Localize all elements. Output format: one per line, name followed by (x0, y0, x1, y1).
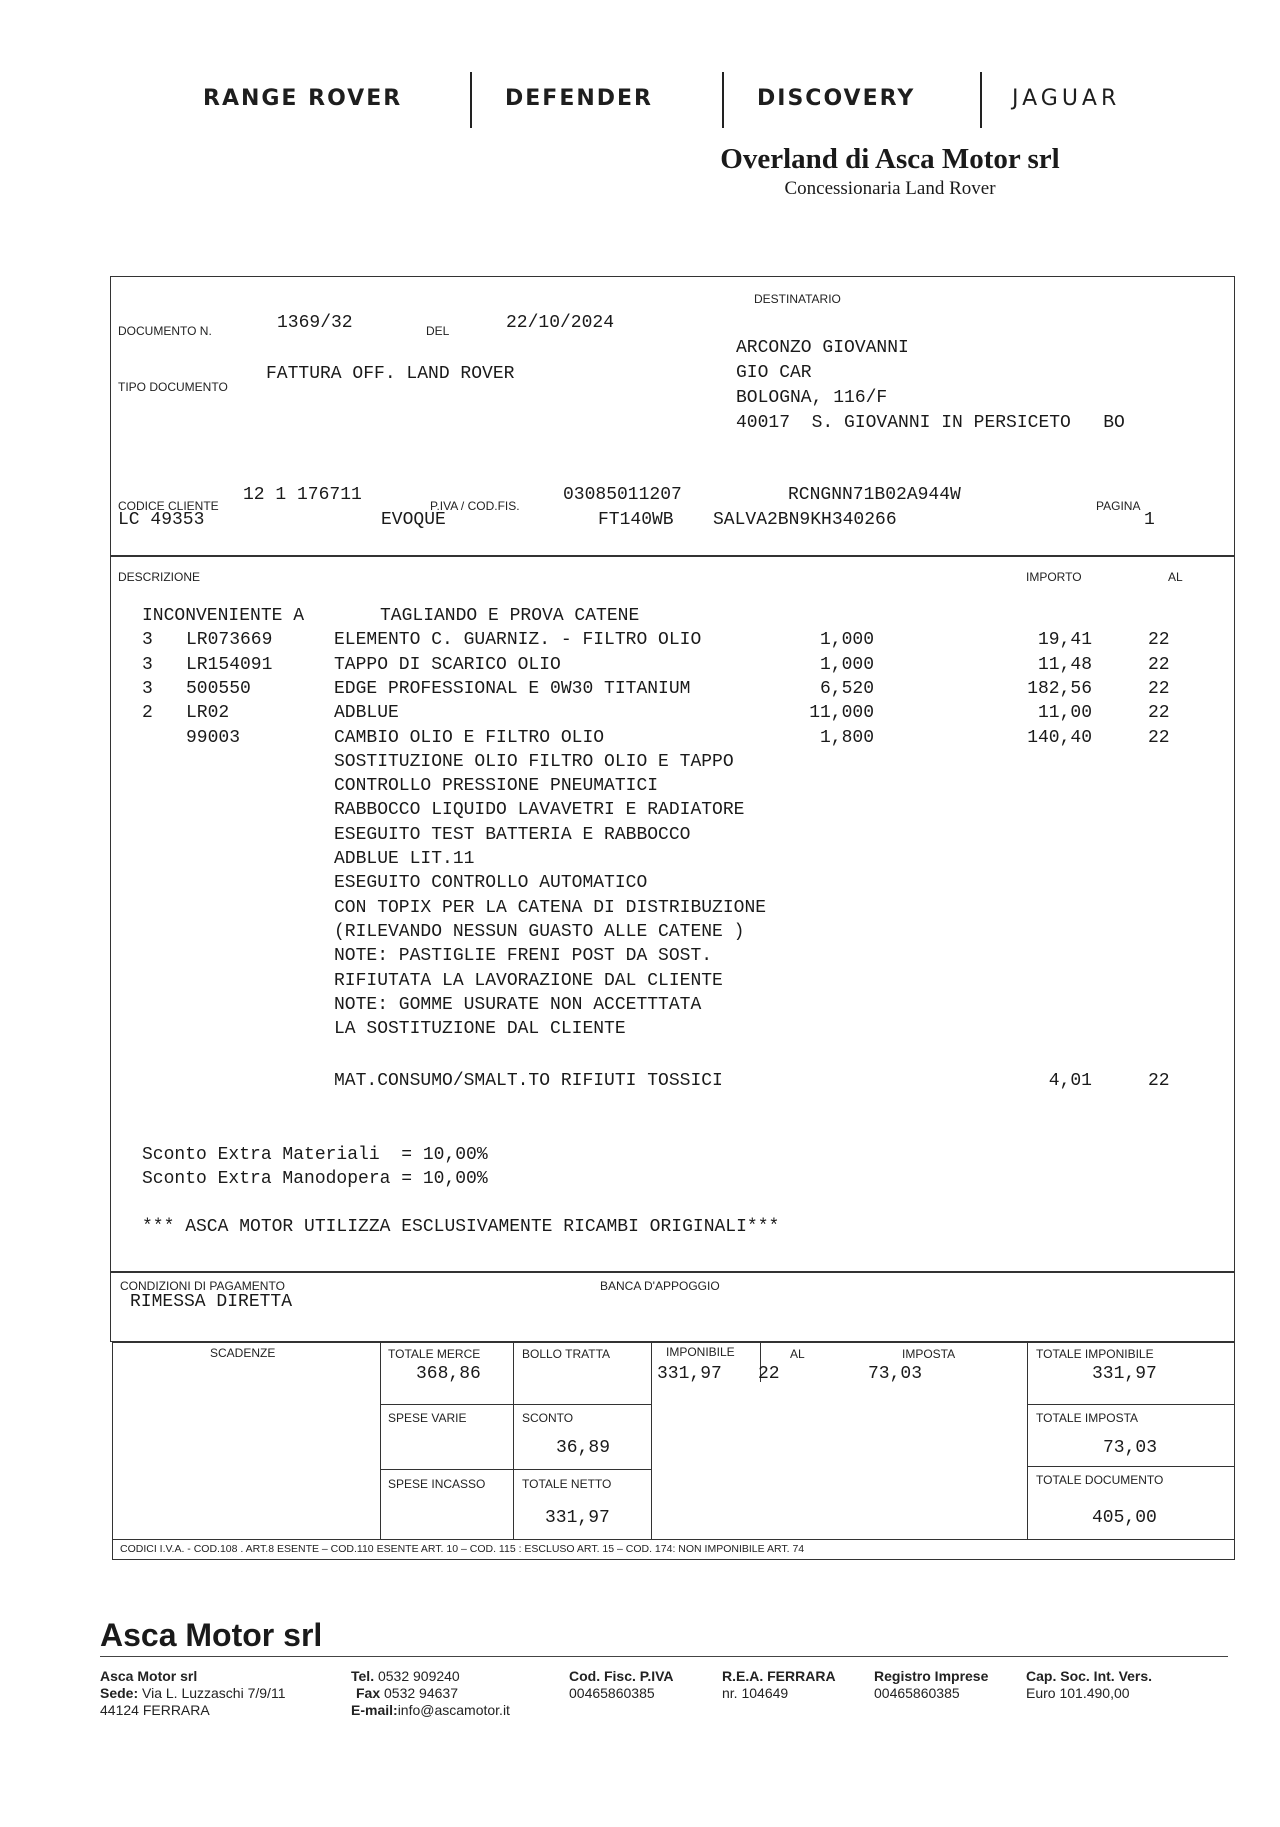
item-row (0, 1019, 1280, 1043)
condizioni-pagamento-value: RIMESSA DIRETTA (130, 1292, 293, 1312)
item-description: ADBLUE LIT.11 (334, 849, 475, 869)
spese-varie-label: SPESE VARIE (388, 1411, 467, 1425)
item-row (0, 655, 1280, 679)
item-row (0, 679, 1280, 703)
imposta-label: IMPOSTA (902, 1347, 956, 1361)
item-vat: 22 (1148, 727, 1170, 748)
item-description: ELEMENTO C. GUARNIZ. - FILTRO OLIO (334, 630, 702, 651)
footer-capitale: Euro 101.490,00 (1026, 1685, 1130, 1701)
item-amount: 11,48 (1037, 654, 1092, 675)
documento-number: 1369/32 (277, 313, 353, 333)
item-quantity: 1,000 (819, 630, 874, 651)
item-description: ESEGUITO CONTROLLO AUTOMATICO (334, 873, 648, 894)
item-row (0, 873, 1280, 897)
destinatario-line: 40017 S. GIOVANNI IN PERSICETO BO (736, 413, 1125, 433)
item-row (0, 776, 1280, 800)
totale-imposta-value: 73,03 (1103, 1438, 1158, 1458)
footer-fax-label: Fax (356, 1685, 381, 1701)
destinatario-line: BOLOGNA, 116/F (736, 388, 888, 408)
item-row (0, 825, 1280, 849)
del-label: DEL (426, 324, 450, 338)
sconto-value: 36,89 (556, 1438, 611, 1458)
al-value: 22 (758, 1364, 780, 1384)
footer-tel: 0532 909240 (374, 1668, 460, 1684)
footer-city: 44124 FERRARA (100, 1702, 210, 1718)
banca-appoggio-label: BANCA D'APPOGGIO (600, 1279, 720, 1293)
material-line (0, 1071, 1280, 1095)
item-row (0, 946, 1280, 970)
item-row (0, 922, 1280, 946)
item-code-1: INCONVENIENTE A (142, 606, 305, 626)
row-divider (380, 1469, 651, 1470)
footer-sede: Via L. Luzzaschi 7/9/11 (138, 1685, 286, 1701)
spese-incasso-label: SPESE INCASSO (388, 1477, 486, 1491)
item-description: RABBOCCO LIQUIDO LAVAVETRI E RADIATORE (334, 800, 745, 821)
descrizione-header: DESCRIZIONE (118, 570, 201, 584)
brand-separator (980, 72, 982, 128)
item-row (0, 703, 1280, 727)
item-row (0, 971, 1280, 995)
item-description: CON TOPIX PER LA CATENA DI DISTRIBUZIONE (334, 897, 767, 918)
totale-imposta-label: TOTALE IMPOSTA (1036, 1411, 1139, 1425)
col-divider (651, 1342, 652, 1539)
footer-col-contacts (351, 1668, 510, 1719)
item-vat: 22 (1148, 630, 1170, 651)
item-description: ADBLUE (334, 703, 399, 724)
codice-cliente-label: CODICE CLIENTE (118, 499, 219, 513)
item-vat: 22 (1148, 654, 1170, 675)
imponibile-label: IMPONIBILE (666, 1345, 735, 1359)
material-line-amount: 4,01 (1048, 1071, 1092, 1091)
importo-header: IMPORTO (1026, 570, 1082, 584)
discount-line: Sconto Extra Materiali = 10,00% (142, 1145, 488, 1165)
item-row (0, 728, 1280, 752)
brand-jaguar: JAGUAR (1012, 86, 1121, 111)
brand-range-rover: RANGE ROVER (203, 86, 403, 111)
item-code-1: 3 (142, 630, 153, 651)
sconto-label: SCONTO (522, 1411, 574, 1425)
row-divider (1027, 1404, 1235, 1405)
vehicle-plate: FT140WB (598, 510, 674, 530)
footer-col-registro (874, 1668, 988, 1702)
piva-value: 03085011207 (563, 485, 682, 505)
item-code-2: 500550 (186, 678, 251, 699)
item-code-1: 3 (142, 654, 153, 675)
footer-capitale-label: Cap. Soc. Int. Vers. (1026, 1668, 1153, 1684)
piva-label: P.IVA / COD.FIS. (430, 499, 520, 513)
codici-iva-note: CODICI I.V.A. - COD.108 . ART.8 ESENTE – COD.110 ESENTE ART. 10 – COD. 115 : ESCLUSO ART. 15 – COD. 174: NON IMPONIBILE ART. 74 (120, 1543, 805, 1555)
totale-imponibile-value: 331,97 (1092, 1364, 1157, 1384)
item-description: CONTROLLO PRESSIONE PNEUMATICI (334, 776, 659, 797)
company-subtitle: Concessionaria Land Rover (784, 178, 996, 199)
item-description: SOSTITUZIONE OLIO FILTRO OLIO E TAPPO (334, 751, 734, 772)
tipo-documento-label: TIPO DOCUMENTO (118, 380, 228, 394)
row-divider (1027, 1466, 1235, 1467)
brand-discovery: DISCOVERY (757, 86, 916, 111)
item-description: RIFIUTATA LA LAVORAZIONE DAL CLIENTE (334, 970, 723, 991)
material-line-desc: MAT.CONSUMO/SMALT.TO RIFIUTI TOSSICI (334, 1071, 723, 1091)
imponibile-value: 331,97 (657, 1364, 722, 1384)
item-quantity: 1,800 (819, 727, 874, 748)
vehicle-vin: SALVA2BN9KH340266 (713, 510, 897, 530)
discount-line: Sconto Extra Manodopera = 10,00% (142, 1169, 488, 1189)
item-code-2: LR154091 (186, 654, 273, 675)
pagina-label: PAGINA (1096, 499, 1141, 513)
item-code-2: LR02 (186, 703, 230, 724)
item-row (0, 995, 1280, 1019)
item-row (0, 752, 1280, 776)
item-vat: 22 (1148, 678, 1170, 699)
footer-email-label: E-mail: (351, 1702, 398, 1718)
footer-sede-label: Sede: (100, 1685, 139, 1701)
totale-merce-label: TOTALE MERCE (388, 1347, 481, 1361)
condizioni-pagamento-label: CONDIZIONI DI PAGAMENTO (120, 1279, 285, 1293)
footer-registro-label: Registro Imprese (874, 1668, 989, 1684)
destinatario-line: GIO CAR (736, 363, 812, 383)
company-name: Overland di Asca Motor srl (720, 143, 1060, 175)
item-code-1: 2 (142, 703, 153, 724)
totale-merce-value: 368,86 (416, 1364, 481, 1384)
footer-tel-label: Tel. (351, 1668, 375, 1684)
material-line-al: 22 (1148, 1071, 1170, 1091)
footer-company: Asca Motor srl (100, 1668, 198, 1684)
item-amount: 19,41 (1037, 630, 1092, 651)
brand-separator (722, 72, 724, 128)
item-row (0, 606, 1280, 630)
footer-rea-label: R.E.A. FERRARA (722, 1668, 836, 1684)
footer-divider (100, 1656, 1228, 1657)
totale-documento-label: TOTALE DOCUMENTO (1036, 1473, 1164, 1487)
item-description: (RILEVANDO NESSUN GUASTO ALLE CATENE ) (334, 921, 745, 942)
item-amount: 182,56 (1027, 678, 1092, 699)
footer-rea: nr. 104649 (722, 1685, 789, 1701)
al-header: AL (1168, 570, 1183, 584)
codice-cliente-value: 12 1 176711 (243, 485, 362, 505)
scadenze-label: SCADENZE (210, 1346, 276, 1360)
col-divider (1027, 1342, 1028, 1539)
imposta-value: 73,03 (868, 1364, 923, 1384)
item-description: NOTE: GOMME USURATE NON ACCETTTATA (334, 994, 702, 1015)
tipo-documento-value: FATTURA OFF. LAND ROVER (266, 364, 515, 384)
item-amount: 140,40 (1027, 727, 1092, 748)
totale-netto-label: TOTALE NETTO (522, 1477, 612, 1491)
footer-registro: 00465860385 (874, 1685, 960, 1701)
vehicle-lc: LC 49353 (118, 510, 205, 530)
item-quantity: 6,520 (819, 678, 874, 699)
totale-netto-value: 331,97 (545, 1508, 610, 1528)
footer-fax: 0532 94637 (380, 1685, 458, 1701)
totale-documento-value: 405,00 (1092, 1508, 1157, 1528)
item-amount: 11,00 (1037, 703, 1092, 724)
codice-fiscale-value: RCNGNN71B02A944W (788, 485, 961, 505)
footer-col-capitale (1026, 1668, 1152, 1702)
brand-separator (470, 72, 472, 128)
vehicle-model: EVOQUE (381, 510, 446, 530)
row-divider (380, 1404, 651, 1405)
totale-imponibile-label: TOTALE IMPONIBILE (1036, 1347, 1154, 1361)
item-description: LA SOSTITUZIONE DAL CLIENTE (334, 1019, 626, 1040)
item-description: TAPPO DI SCARICO OLIO (334, 654, 561, 675)
footer-company-title: Asca Motor srl (100, 1617, 323, 1653)
item-description: ESEGUITO TEST BATTERIA E RABBOCCO (334, 824, 691, 845)
item-description: NOTE: PASTIGLIE FRENI POST DA SOST. (334, 946, 713, 967)
codici-divider (112, 1539, 1235, 1540)
item-row (0, 849, 1280, 873)
footer-col-codfisc (569, 1668, 674, 1702)
documento-label: DOCUMENTO N. (118, 324, 212, 338)
item-quantity: 11,000 (809, 703, 874, 724)
footer-email[interactable]: info@ascamotor.it (397, 1702, 510, 1718)
item-quantity: 1,000 (819, 654, 874, 675)
col-divider (513, 1342, 514, 1539)
footer-col-rea (722, 1668, 836, 1702)
item-code-2: 99003 (186, 727, 241, 748)
brand-defender: DEFENDER (505, 86, 653, 111)
item-code-2: LR073669 (186, 630, 273, 651)
item-description: TAGLIANDO E PROVA CATENE (380, 606, 640, 626)
item-code-1: 3 (142, 678, 153, 699)
footer-codfisc: 00465860385 (569, 1685, 655, 1701)
footer-codfisc-label: Cod. Fisc. P.IVA (569, 1668, 674, 1684)
item-row (0, 800, 1280, 824)
original-parts-note: *** ASCA MOTOR UTILIZZA ESCLUSIVAMENTE RICAMBI ORIGINALI*** (142, 1217, 780, 1237)
item-description: EDGE PROFESSIONAL E 0W30 TITANIUM (334, 678, 691, 699)
col-divider (380, 1342, 381, 1539)
documento-date: 22/10/2024 (506, 313, 615, 333)
footer-col-address (100, 1668, 285, 1719)
item-description: CAMBIO OLIO E FILTRO OLIO (334, 727, 605, 748)
pagina-value: 1 (1144, 510, 1155, 530)
al-label: AL (790, 1347, 805, 1361)
item-row (0, 630, 1280, 654)
destinatario-label: DESTINATARIO (754, 292, 841, 306)
destinatario-line: ARCONZO GIOVANNI (736, 338, 909, 358)
bollo-tratta-label: BOLLO TRATTA (522, 1347, 611, 1361)
item-vat: 22 (1148, 703, 1170, 724)
item-row (0, 898, 1280, 922)
